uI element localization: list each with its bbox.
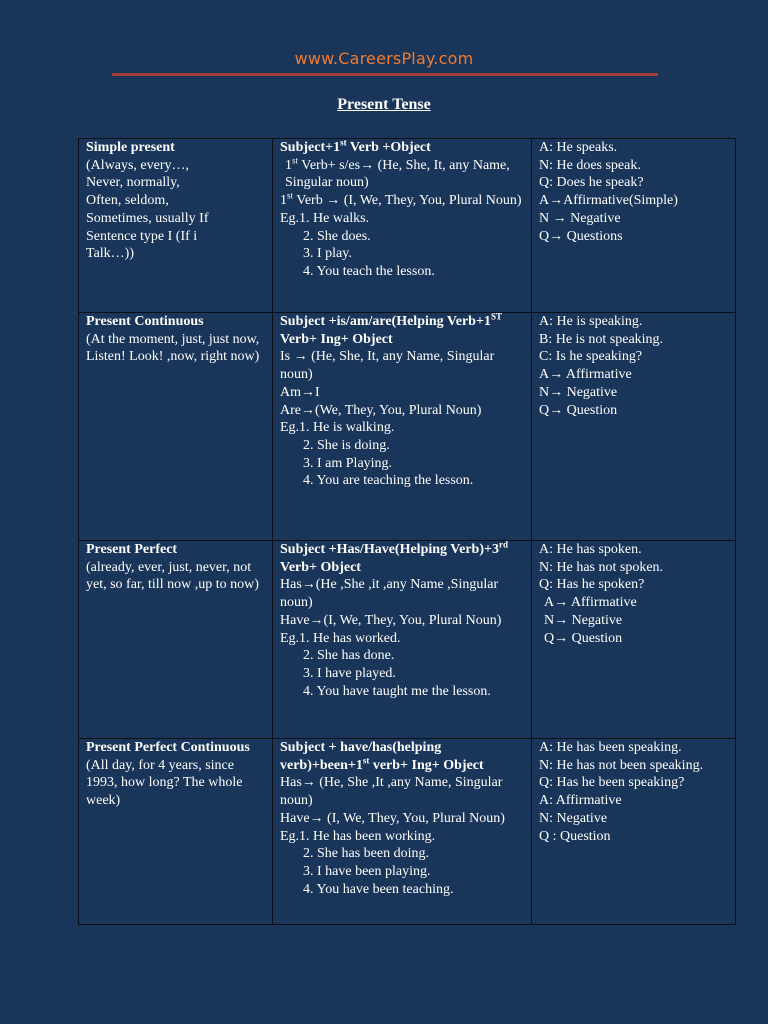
formula-cell	[273, 739, 532, 925]
page-title: Present Tense	[337, 96, 431, 113]
tense-cell	[79, 541, 273, 739]
formula: Subject +Has/Have(Helping Verb)+3rd Verb+ Object	[280, 539, 508, 575]
table-row	[79, 313, 736, 541]
form-line: Q: Has he been speaking?	[539, 775, 685, 791]
header-divider	[112, 73, 658, 76]
formula-cell	[273, 139, 532, 313]
form-line: A: He has been speaking.	[539, 740, 682, 755]
tense-cell	[79, 739, 273, 925]
tense-keyword: Sometimes, usually If	[86, 210, 209, 226]
tense-name: Present Perfect Continuous	[86, 740, 250, 755]
example-line: 2. She has done.	[303, 648, 395, 664]
example-line: 3. I am Playing.	[303, 455, 393, 471]
form-line: Q→ Questions	[539, 228, 623, 244]
usage-line: Are→(We, They, You, Plural Noun)	[280, 402, 482, 418]
example-line: 3. I have played.	[303, 665, 396, 681]
example-line: Eg.1. He is walking.	[280, 420, 395, 436]
forms-cell	[532, 313, 736, 541]
tense-keyword: (All day, for 4 years, since 1993, how long? The whole week)	[86, 757, 243, 809]
form-line: A: He is speaking.	[539, 314, 643, 329]
example-line: 4. You are teaching the lesson.	[303, 473, 474, 489]
formula: Subject + have/has(helping verb)+been+1st verb+ Ing+ Object	[280, 740, 484, 773]
usage-line: 1st Verb+ s/es→ (He, She, It, any Name, Singular noun)	[285, 155, 510, 191]
forms-cell	[532, 139, 736, 313]
form-line: N→ Negative	[539, 384, 618, 400]
tense-name: Present Continuous	[86, 314, 204, 329]
usage-line: 1st Verb → (I, We, They, You, Plural Noun)	[280, 190, 522, 209]
form-line: C: Is he speaking?	[539, 349, 643, 365]
usage-line: Have→ (I, We, They, You, Plural Noun)	[280, 810, 505, 826]
example-line: Eg.1. He walks.	[280, 210, 370, 226]
form-line: A: Affirmative	[539, 793, 622, 809]
example-line: 2. She has been doing.	[303, 846, 429, 862]
form-line: N→ Negative	[544, 612, 623, 628]
usage-line: Is → (He, She, It, any Name, Singular noun)	[280, 349, 495, 383]
usage-line: Has→(He ,She ,it ,any Name ,Singular noun)	[280, 577, 499, 611]
form-line: A: He speaks.	[539, 140, 618, 155]
usage-line: Has→ (He, She ,It ,any Name, Singular noun)	[280, 775, 503, 809]
form-line: Q : Question	[539, 828, 611, 844]
example-line: 4. You have been teaching.	[303, 881, 454, 897]
table-row	[79, 541, 736, 739]
form-line: N → Negative	[539, 210, 621, 226]
site-url: www.CareersPlay.com	[294, 49, 474, 68]
example-line: 4. You teach the lesson.	[303, 263, 435, 279]
forms-cell	[532, 739, 736, 925]
example-line: Eg.1. He has worked.	[280, 630, 401, 646]
table-row	[79, 739, 736, 925]
tense-cell	[79, 139, 273, 313]
form-line: Q: Does he speak?	[539, 175, 644, 191]
usage-line: Have→(I, We, They, You, Plural Noun)	[280, 612, 502, 628]
table-row	[79, 139, 736, 313]
form-line: A: He has spoken.	[539, 542, 642, 557]
example-line: 2. She is doing.	[303, 437, 390, 453]
forms-cell	[532, 541, 736, 739]
example-line: 4. You have taught me the lesson.	[303, 683, 491, 699]
example-line: 3. I have been playing.	[303, 863, 431, 879]
tense-keyword: Never, normally,	[86, 175, 180, 191]
example-line: 3. I play.	[303, 246, 352, 262]
form-line: N: He has not spoken.	[539, 559, 664, 575]
tense-keyword: (already, ever, just, never, not yet, so far, till now ,up to now)	[86, 559, 259, 593]
form-line: N: Negative	[539, 810, 608, 826]
tense-keyword: Talk…))	[86, 246, 135, 262]
tense-keyword: (Always, every…,	[86, 157, 190, 173]
tense-keyword: (At the moment, just, just now, Listen! Look! ,now, right now)	[86, 331, 260, 365]
example-line: Eg.1. He has been working.	[280, 828, 436, 844]
tense-keyword: Often, seldom,	[86, 193, 169, 209]
example-line: 2. She does.	[303, 228, 371, 244]
formula-cell	[273, 313, 532, 541]
form-line: Q→ Question	[539, 402, 618, 418]
usage-line: Am→I	[280, 384, 320, 400]
formula-cell	[273, 541, 532, 739]
form-line: A→Affirmative(Simple)	[539, 193, 678, 209]
form-line: Q: Has he spoken?	[539, 577, 645, 593]
form-line: A→ Affirmative	[539, 367, 632, 383]
form-line: N: He does speak.	[539, 157, 641, 173]
tense-cell	[79, 313, 273, 541]
tense-keyword: Sentence type I (If i	[86, 228, 198, 244]
tense-table	[78, 138, 736, 925]
form-line: N: He has not been speaking.	[539, 757, 704, 773]
form-line: A→ Affirmative	[544, 595, 637, 611]
tense-name: Present Perfect	[86, 542, 178, 557]
form-line: B: He is not speaking.	[539, 331, 664, 347]
tense-name: Simple present	[86, 140, 175, 155]
formula: Subject+1st Verb +Object	[280, 137, 431, 155]
form-line: Q→ Question	[544, 630, 623, 646]
formula: Subject +is/am/are(Helping Verb+1ST	[280, 311, 502, 329]
formula: Verb+ Ing+ Object	[280, 331, 393, 347]
